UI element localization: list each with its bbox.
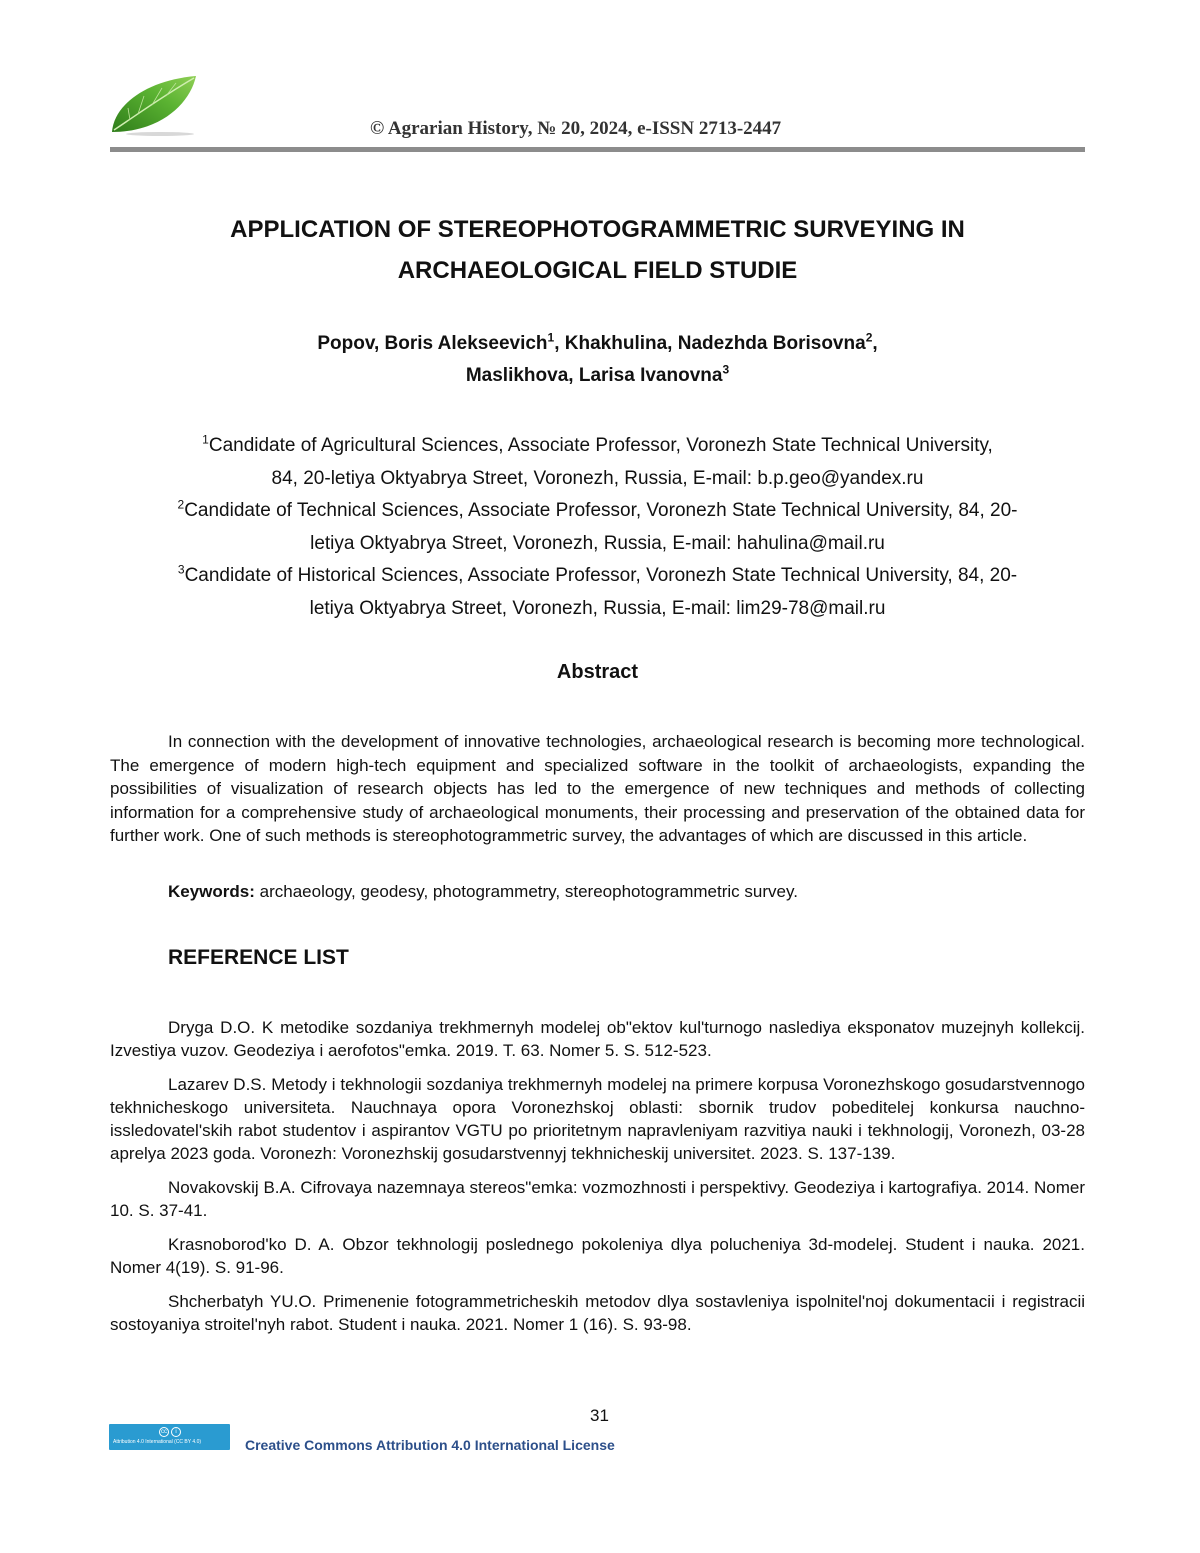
author-3-sup: 3	[722, 362, 730, 377]
author-2: Khakhulina, Nadezhda Borisovna	[564, 333, 866, 354]
author-3: Maslikhova, Larisa Ivanovna	[465, 365, 723, 386]
affiliation-3: $^3$Candidate of Historical Sciences, Associate Professor, Voronezh State Technical University, 84, 20-	[177, 562, 1018, 586]
affiliations	[110, 430, 1085, 625]
keywords-label: Keywords:	[168, 882, 255, 901]
journal-header: © Agrarian History, № 20, 2024, e-ISSN 2713-2447	[370, 118, 782, 139]
cc-by-badge[interactable]	[109, 1424, 230, 1450]
header-rule	[110, 147, 1085, 152]
author-list: Popov, Boris Alekseevich$^1$, Khakhulina, Nadezhda Borisovna$^2$, Maslikhova, Larisa Ivanovna$^3$	[317, 330, 878, 386]
reference-list-heading: REFERENCE LIST	[168, 946, 349, 969]
affiliation-1-cont: 84, 20-letiya Oktyabrya Street, Voronezh, Russia, E-mail: b.p.geo@yandex.ru	[271, 467, 924, 489]
cc-icon: cc	[161, 1429, 167, 1435]
abstract-heading: Abstract	[556, 661, 639, 683]
affiliation-2: $^2$Candidate of Technical Sciences, Associate Professor, Voronezh State Technical University, 84, 20-	[177, 497, 1018, 521]
reference-item: Lazarev D.S. Metody i tekhnologii sozdaniya trekhmernyh modelej na primere korpusa Voronezhskogo gosudarstvennogo tekhnicheskogo universiteta. Nauchnaya opora Voronezhskoj oblasti: sbornik trudov pobeditelej konkursa nauchno-issledovatel'skih rabot studentov i aspirantov VGTU po prioritetnym napravleniyam razvitiya nauki i tekhnologij, Voronezh, 03-28 aprelya 2023 goda. Voronezh: Voronezhskij gosudarstvennyj tekhnicheskij universitet. 2023. S. 137-139.	[110, 1075, 1085, 1163]
reference-item: Shcherbatyh YU.O. Primenenie fotogrammetricheskih metodov dlya sostavleniya ispolnitel'noj dokumentacii i registracii sostoyaniya stroitel'nyh rabot. Student i nauka. 2021. Nomer 1 (16). S. 93-98.	[110, 1292, 1085, 1334]
journal-leaf-logo	[108, 74, 200, 136]
keywords-text: archaeology, geodesy, photogrammetry, stereophotogrammetric survey.	[254, 882, 798, 901]
page-number: 31	[590, 1406, 609, 1425]
abstract-text: In connection with the development of innovative technologies, archaeological research is becoming more technological. The emergence of modern high-tech equipment and specialized software in the toolkit of archaeologists, expanding the possibilities of visualization of research objects has led to the emergence of new techniques and methods of collecting information for a comprehensive study of archaeological monuments, their processing and preservation of the obtained data for further work. One of such methods is stereophotogrammetric survey, the advantages of which are discussed in this article.	[110, 732, 1085, 845]
by-icon: i	[171, 1427, 181, 1437]
license-link[interactable]: Creative Commons Attribution 4.0 International License	[245, 1437, 615, 1453]
title-line-2: ARCHAEOLOGICAL FIELD STUDIE	[397, 257, 798, 284]
keywords	[168, 882, 798, 902]
affiliation-2-cont: letiya Oktyabrya Street, Voronezh, Russia, E-mail: hahulina@mail.ru	[310, 532, 885, 554]
author-2-sup: 2	[865, 330, 873, 345]
affiliation-3-cont: letiya Oktyabrya Street, Voronezh, Russia, E-mail: lim29-78@mail.ru	[309, 597, 886, 619]
reference-item: Dryga D.O. K metodike sozdaniya trekhmernyh modelej ob"ektov kul'turnogo naslediya eksponatov muzejnyh kollekcij. Izvestiya vuzov. Geodeziya i aerofotos"emka. 2019. T. 63. Nomer 5. S. 512-523.	[110, 1018, 1085, 1060]
reference-item: Novakovskij B.A. Cifrovaya nazemnaya stereos"emka: vozmozhnosti i perspektivy. Geodeziya i kartografiya. 2014. Nomer 10. S. 37-41.	[110, 1178, 1085, 1220]
badge-text: Attribution 4.0 International (CC BY 4.0)	[113, 1439, 202, 1445]
paper-title	[110, 209, 1085, 291]
affiliation-1: $^1$Candidate of Agricultural Sciences, Associate Professor, Voronezh State Technical University,	[202, 432, 993, 456]
title-line-1: APPLICATION OF STEREOPHOTOGRAMMETRIC SURVEYING IN	[230, 216, 965, 243]
author-1: Popov, Boris Alekseevich	[317, 333, 548, 354]
author-1-sup: 1	[547, 330, 555, 345]
reference-list	[110, 1016, 1085, 1347]
reference-item: Krasnoborod'ko D. A. Obzor tekhnologij poslednego pokoleniya dlya polucheniya 3d-modelej. Student i nauka. 2021. Nomer 4(19). S. 91-96.	[110, 1235, 1085, 1277]
